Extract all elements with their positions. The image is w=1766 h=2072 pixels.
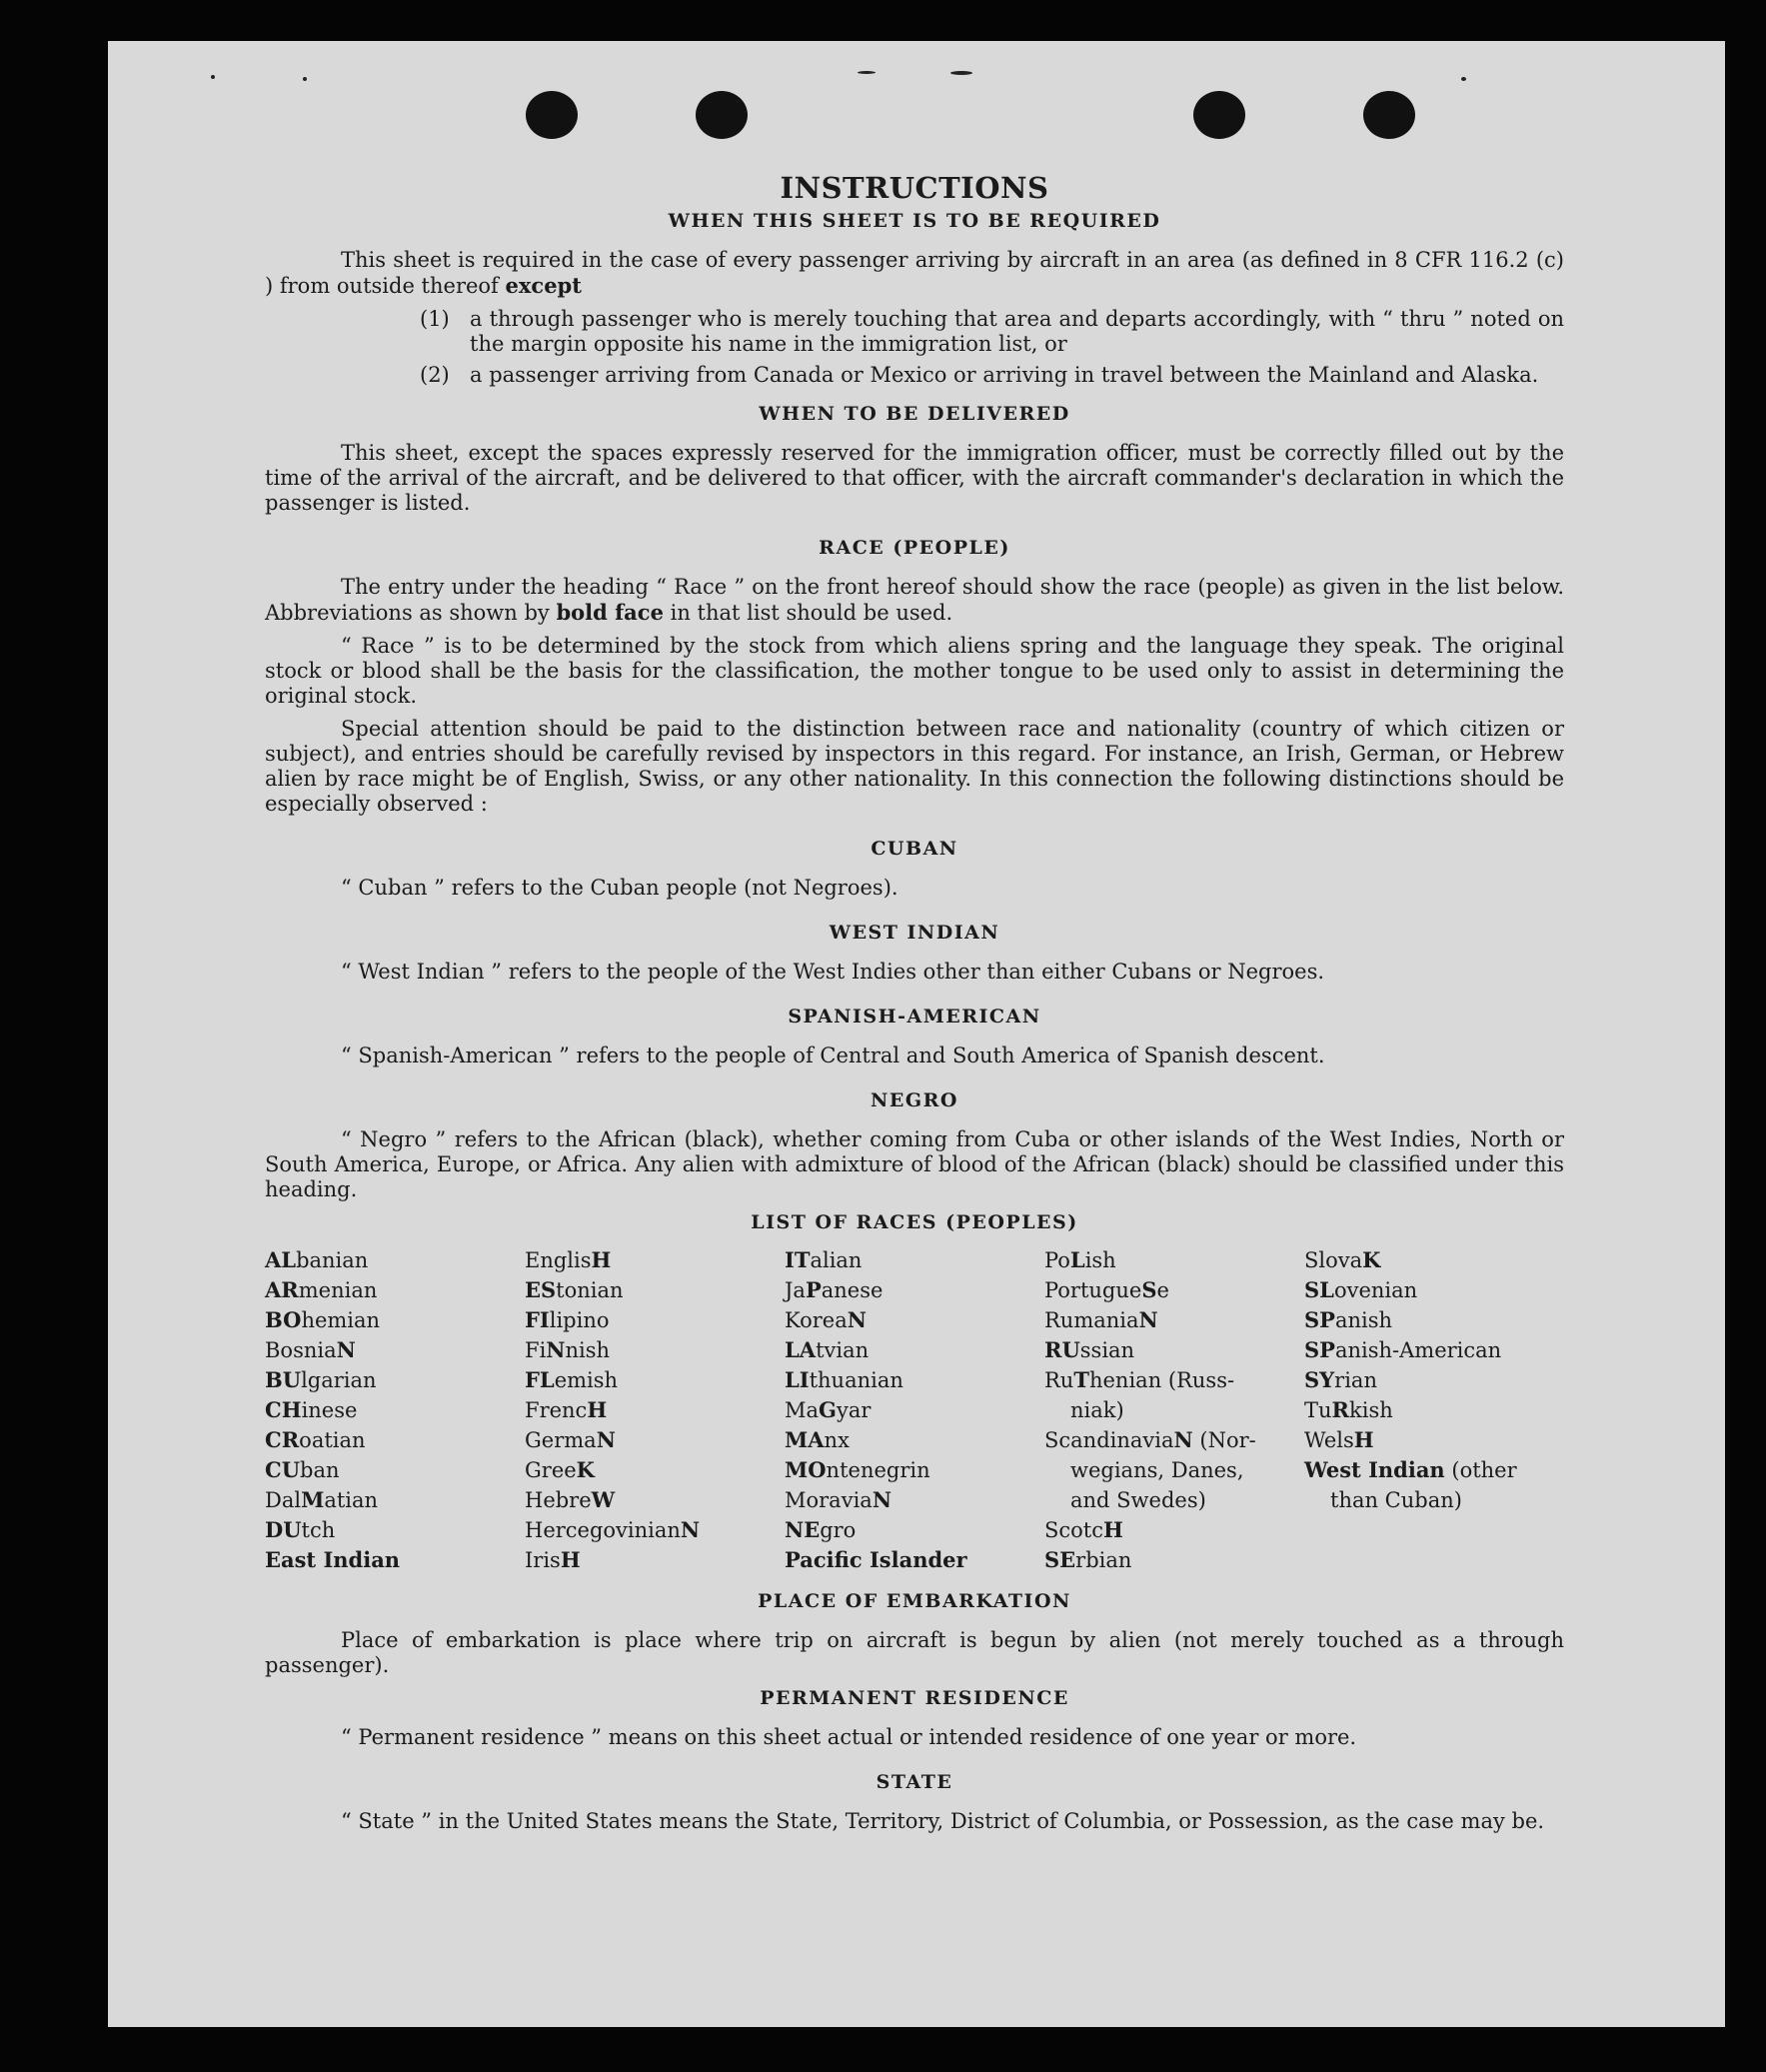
paragraph: The entry under the heading “ Race ” on the front hereof should show the race (people) as given in the list below. Abbreviations as shown by bold face in that list should be used. xyxy=(265,575,1564,625)
paragraph: “ Negro ” refers to the African (black), whether coming from Cuba or other islands of the West Indies, North or South America, Europe, or Africa. Any alien with admixture of blood of the African (black) should be classified under this heading. xyxy=(265,1127,1564,1201)
list-item: (1) a through passenger who is merely touching that area and departs accordingly, with “ thru ” noted on the margin opposite his name in the immigration list, or xyxy=(420,307,1564,356)
speck xyxy=(858,71,876,74)
section-heading: PLACE OF EMBARKATION xyxy=(758,1590,1071,1612)
section-heading: LIST OF RACES (PEOPLES) xyxy=(751,1211,1078,1233)
speck xyxy=(950,71,972,75)
instructions-text xyxy=(265,171,1564,1834)
punch-hole xyxy=(1363,91,1415,139)
paragraph: “ Cuban ” refers to the Cuban people (not Negroes). xyxy=(341,876,898,900)
section-heading: NEGRO xyxy=(871,1089,958,1111)
races-table xyxy=(265,1245,1564,1575)
section-heading: SPANISH-AMERICAN xyxy=(788,1006,1041,1028)
section-heading: WHEN THIS SHEET IS TO BE REQUIRED xyxy=(668,210,1161,232)
speck xyxy=(303,77,307,81)
exception-list xyxy=(420,307,1564,388)
section-heading: STATE xyxy=(876,1771,953,1793)
paragraph: Special attention should be paid to the distinction between race and nationality (country of which citizen or subject), and entries should be carefully revised by inspectors in this regard. For instance, an Irish, German, or Hebrew alien by race might be of English, Swiss, or any other nationality. In this connection the following distinctions should be especially observed : xyxy=(265,717,1564,816)
paragraph: This sheet, except the spaces expressly reserved for the immigration officer, must be correctly filled out by the time of the arrival of the aircraft, and be delivered to that officer, with the aircraft commander's declaration in which the passenger is listed. xyxy=(265,441,1564,515)
section-heading: PERMANENT RESIDENCE xyxy=(760,1687,1069,1709)
paragraph: Place of embarkation is place where trip on aircraft is begun by alien (not merely touched as a through passenger). xyxy=(265,1628,1564,1677)
races-column: EnglisH EStonian FIlipino FiNnish FLemish FrencH GermaN GreeK HebreW HercegovinianN IrisH xyxy=(525,1247,701,1572)
paragraph: This sheet is required in the case of every passenger arriving by aircraft in an area (as defined in 8 CFR 116.2 (c) ) from outside thereof except xyxy=(265,248,1564,298)
section-heading: WEST INDIAN xyxy=(829,922,1000,944)
speck xyxy=(1461,77,1466,81)
section-heading: WHEN TO BE DELIVERED xyxy=(759,403,1070,425)
list-item: (2) a passenger arriving from Canada or Mexico or arriving in travel between the Mainland and Alaska. xyxy=(420,363,1539,387)
speck xyxy=(211,75,215,79)
paragraph: “ State ” in the United States means the State, Territory, District of Columbia, or Possession, as the case may be. xyxy=(341,1809,1545,1833)
paragraph: “ West Indian ” refers to the people of the West Indies other than either Cubans or Negroes. xyxy=(341,960,1325,984)
punch-hole xyxy=(1193,91,1245,139)
races-column: PoLish PortugueSe RumaniaN RUssian RuThenian (Russ- niak) ScandinaviaN (Nor- wegians, Danes, and Swedes) ScotcH SErbian xyxy=(1044,1247,1256,1572)
page-title: INSTRUCTIONS xyxy=(780,171,1049,205)
section-heading: RACE (PEOPLE) xyxy=(819,537,1010,559)
punch-hole xyxy=(696,91,748,139)
paragraph: “ Race ” is to be determined by the stock from which aliens spring and the language they speak. The original stock or blood shall be the basis for the classification, the mother tongue to be used only to assist in determining the original stock. xyxy=(265,634,1564,708)
paragraph: “ Permanent residence ” means on this sheet actual or intended residence of one year or more. xyxy=(341,1725,1357,1749)
section-heading: CUBAN xyxy=(871,838,958,860)
document-page xyxy=(108,41,1725,2027)
punch-hole xyxy=(526,91,578,139)
paragraph: “ Spanish-American ” refers to the people of Central and South America of Spanish descent. xyxy=(341,1043,1325,1067)
races-column: SlovaK SLovenian SPanish SPanish-American SYrian TuRkish WelsH West Indian (other than Cuban) xyxy=(1304,1247,1517,1512)
races-column: ALbanian ARmenian BOhemian BosniaN BUlgarian CHinese CRoatian CUban DalMatian DUtch East Indian xyxy=(265,1247,401,1572)
races-column: ITalian JaPanese KoreaN LAtvian LIthuanian MaGyar MAnx MOntenegrin MoraviaN NEgro Pacific Islander xyxy=(785,1247,967,1572)
